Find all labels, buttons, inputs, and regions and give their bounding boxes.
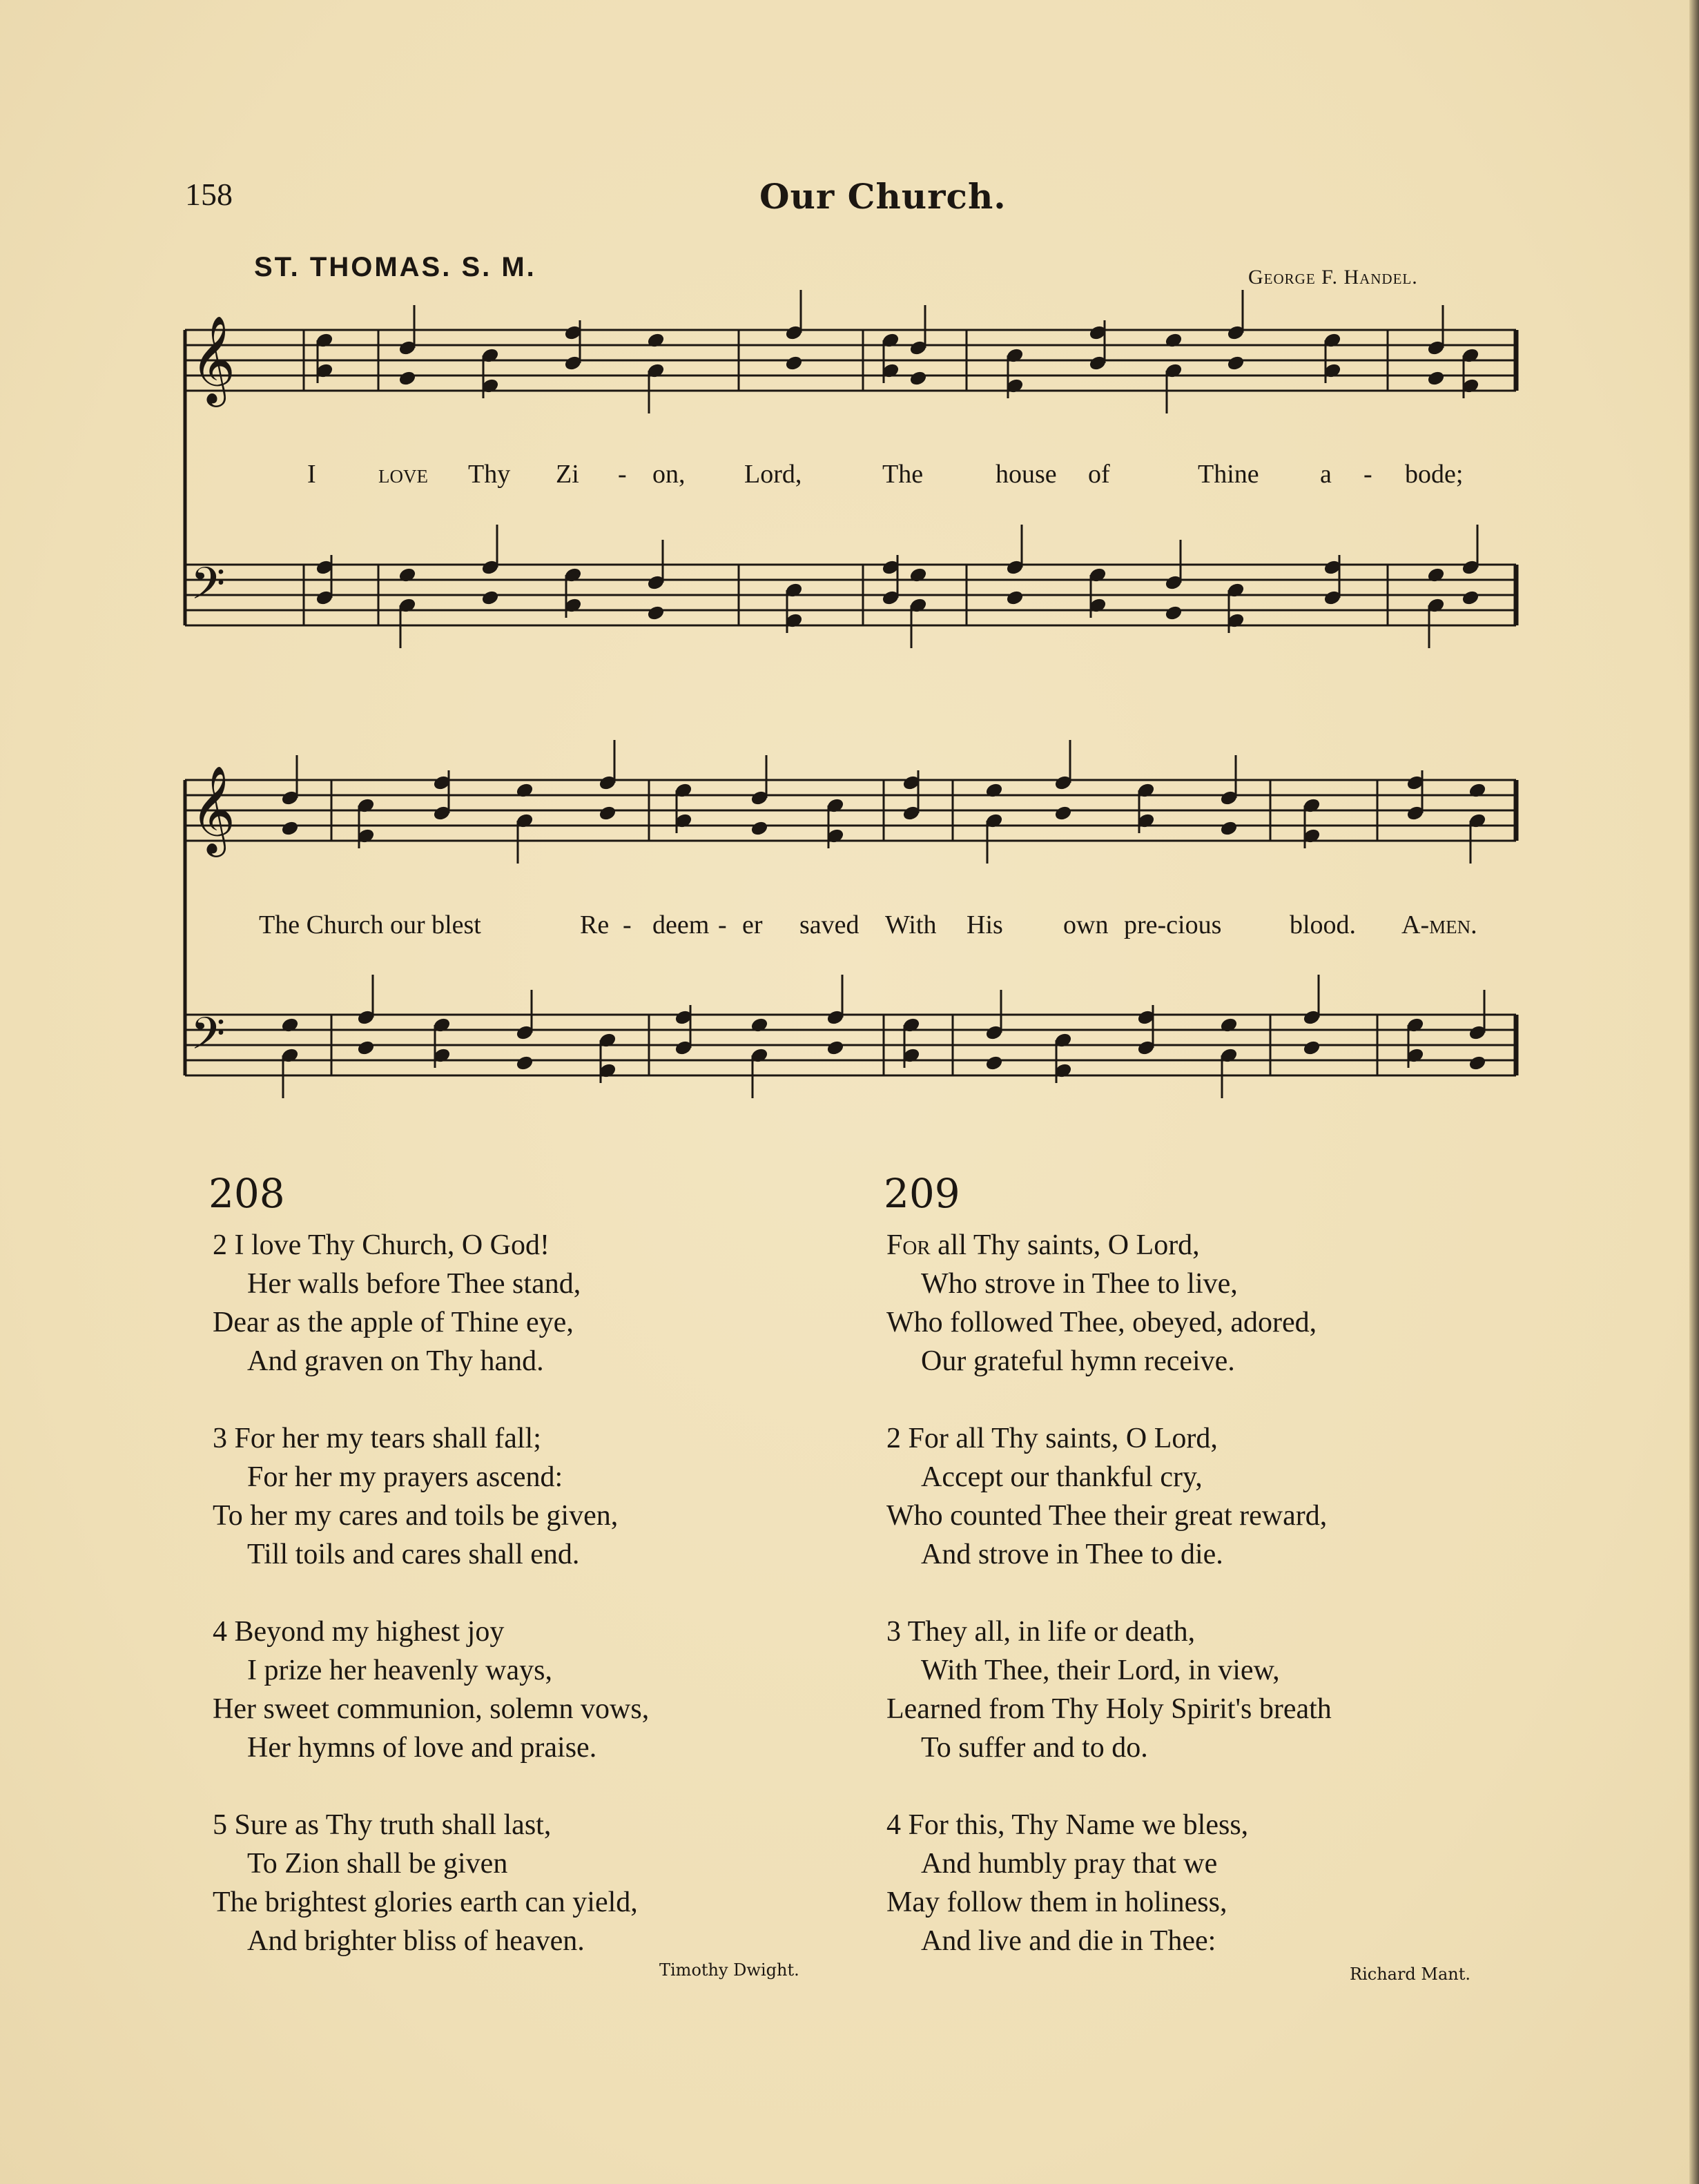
verse-line: To suffer and to do. [921,1732,1148,1764]
verse-line [886,1226,1317,1265]
lyric-word: Re [580,910,610,939]
verse-line: May follow them in holiness, [886,1886,1227,1918]
verse-line: 2 I love Thy Church, O God! [213,1229,550,1261]
note-head [1468,1055,1487,1071]
lyric-word: of [1088,460,1110,489]
lyric-word: The [882,460,924,489]
bass-clef: 𝄢 [191,558,226,621]
lyric-word: on, [652,460,686,489]
lyric-word: With [885,910,937,939]
verse-line: Who followed Thee, obeyed, adored, [886,1307,1317,1338]
lyric-word: house [996,460,1057,489]
lyric-word: deem [652,910,710,939]
hymn-209-stanza-4 [886,1806,1248,1960]
note-head [750,820,769,837]
lyric-word: - [718,910,727,939]
note-head [1165,605,1183,621]
lyric-word: own [1063,910,1109,939]
verse-line: And strove in Thee to die. [921,1539,1223,1570]
hymn-number-208: 208 [208,1170,285,1217]
hymn-number-209: 209 [884,1170,960,1217]
verse-line: Dear as the apple of Thine eye, [213,1307,574,1338]
bass-clef: 𝄢 [191,1008,226,1071]
note-head [281,820,300,837]
lyric-word: love [378,460,428,489]
lyric-word: a [1320,460,1332,489]
note-head [826,1040,845,1056]
author-credit-208: Timothy Dwight. [659,1960,799,1980]
hymn-208-stanza-2 [213,1419,618,1574]
lyric-word: saved [799,910,860,939]
lyric-word: A-men. [1401,910,1477,939]
verse-line: Our grateful hymn receive. [921,1345,1235,1377]
lyric-word: - [618,460,627,489]
note-head [1303,1040,1321,1056]
lyric-word: The Church our blest [259,910,481,939]
hymn-208-stanza-1 [213,1226,581,1381]
verse-line: To her my cares and toils be given, [213,1500,619,1532]
verse-line: I prize her heavenly ways, [247,1655,552,1686]
verse-line: Her walls before Thee stand, [247,1268,581,1300]
lyric-word: blood. [1290,910,1357,939]
verse-line: The brightest glories earth can yield, [213,1886,638,1918]
lyric-word: Thine [1198,460,1259,489]
hymn-209-stanza-2 [886,1419,1327,1574]
note-head [1220,820,1239,837]
note-head [599,805,617,821]
running-title: Our Church. [759,176,1007,217]
note-head [909,370,928,387]
verse-line: To Zion shall be given [247,1848,508,1880]
verse-line: For her my prayers ascend: [247,1461,563,1493]
note-head [985,1055,1004,1071]
verse-line: 5 Sure as Thy truth shall last, [213,1809,552,1841]
note-head [1227,355,1245,371]
note-head [357,1040,376,1056]
verse-line: Learned from Thy Holy Spirit's breath [886,1693,1332,1725]
note-head [516,1055,534,1071]
page-number: 158 [185,177,233,212]
note-head [1006,589,1025,606]
verse-line: 2 For all Thy saints, O Lord, [886,1423,1218,1454]
note-head [481,589,500,606]
lyric-word: pre-cious [1124,910,1222,939]
verse-line: Accept our thankful cry, [921,1461,1203,1493]
verse-line: 3 They all, in life or death, [886,1616,1196,1648]
lyric-word: er [742,910,763,939]
hymn-209-stanza-1 [886,1226,1317,1381]
composer-credit: George F. Handel. [1248,266,1418,289]
verse-line: And live and die in Thee: [921,1925,1216,1957]
lyric-word: - [1363,460,1372,489]
verse-first-word: For [886,1229,931,1261]
verse-line-rest: all Thy saints, O Lord, [930,1229,1200,1261]
verse-line: Her sweet communion, solemn vows, [213,1693,650,1725]
note-head [1054,805,1073,821]
lyric-word: His [967,910,1003,939]
lyric-word: bode; [1405,460,1464,489]
verse-line: Who strove in Thee to live, [921,1268,1238,1300]
lyric-word: Zi [556,460,579,489]
note-head [1427,370,1446,387]
note-head [647,605,666,621]
verse-line: With Thee, their Lord, in view, [921,1655,1280,1686]
tune-name: ST. THOMAS. S. M. [254,252,536,282]
lyric-word: Thy [468,460,511,489]
note-head [398,370,417,387]
lyric-word: Lord, [744,460,802,489]
treble-clef: 𝄞 [191,315,236,403]
author-credit-209: Richard Mant. [1350,1964,1471,1984]
treble-clef: 𝄞 [191,765,236,853]
hymn-208-stanza-3 [213,1612,649,1767]
verse-line: And brighter bliss of heaven. [247,1925,585,1957]
verse-line: Her hymns of love and praise. [247,1732,597,1764]
note-head [1462,589,1480,606]
verse-line: 3 For her my tears shall fall; [213,1423,541,1454]
verse-line: 4 For this, Thy Name we bless, [886,1809,1249,1841]
verse-line: Who counted Thee their great reward, [886,1500,1328,1532]
note-head [785,355,804,371]
verse-line: And humbly pray that we [921,1848,1218,1880]
hymn-208-stanza-4 [213,1806,638,1960]
verse-line: And graven on Thy hand. [247,1345,544,1377]
verse-line: 4 Beyond my highest joy [213,1616,505,1648]
lyric-word: I [307,460,316,489]
verse-line: Till toils and cares shall end. [247,1539,580,1570]
hymn-209-stanza-3 [886,1612,1332,1767]
lyric-word: - [623,910,632,939]
